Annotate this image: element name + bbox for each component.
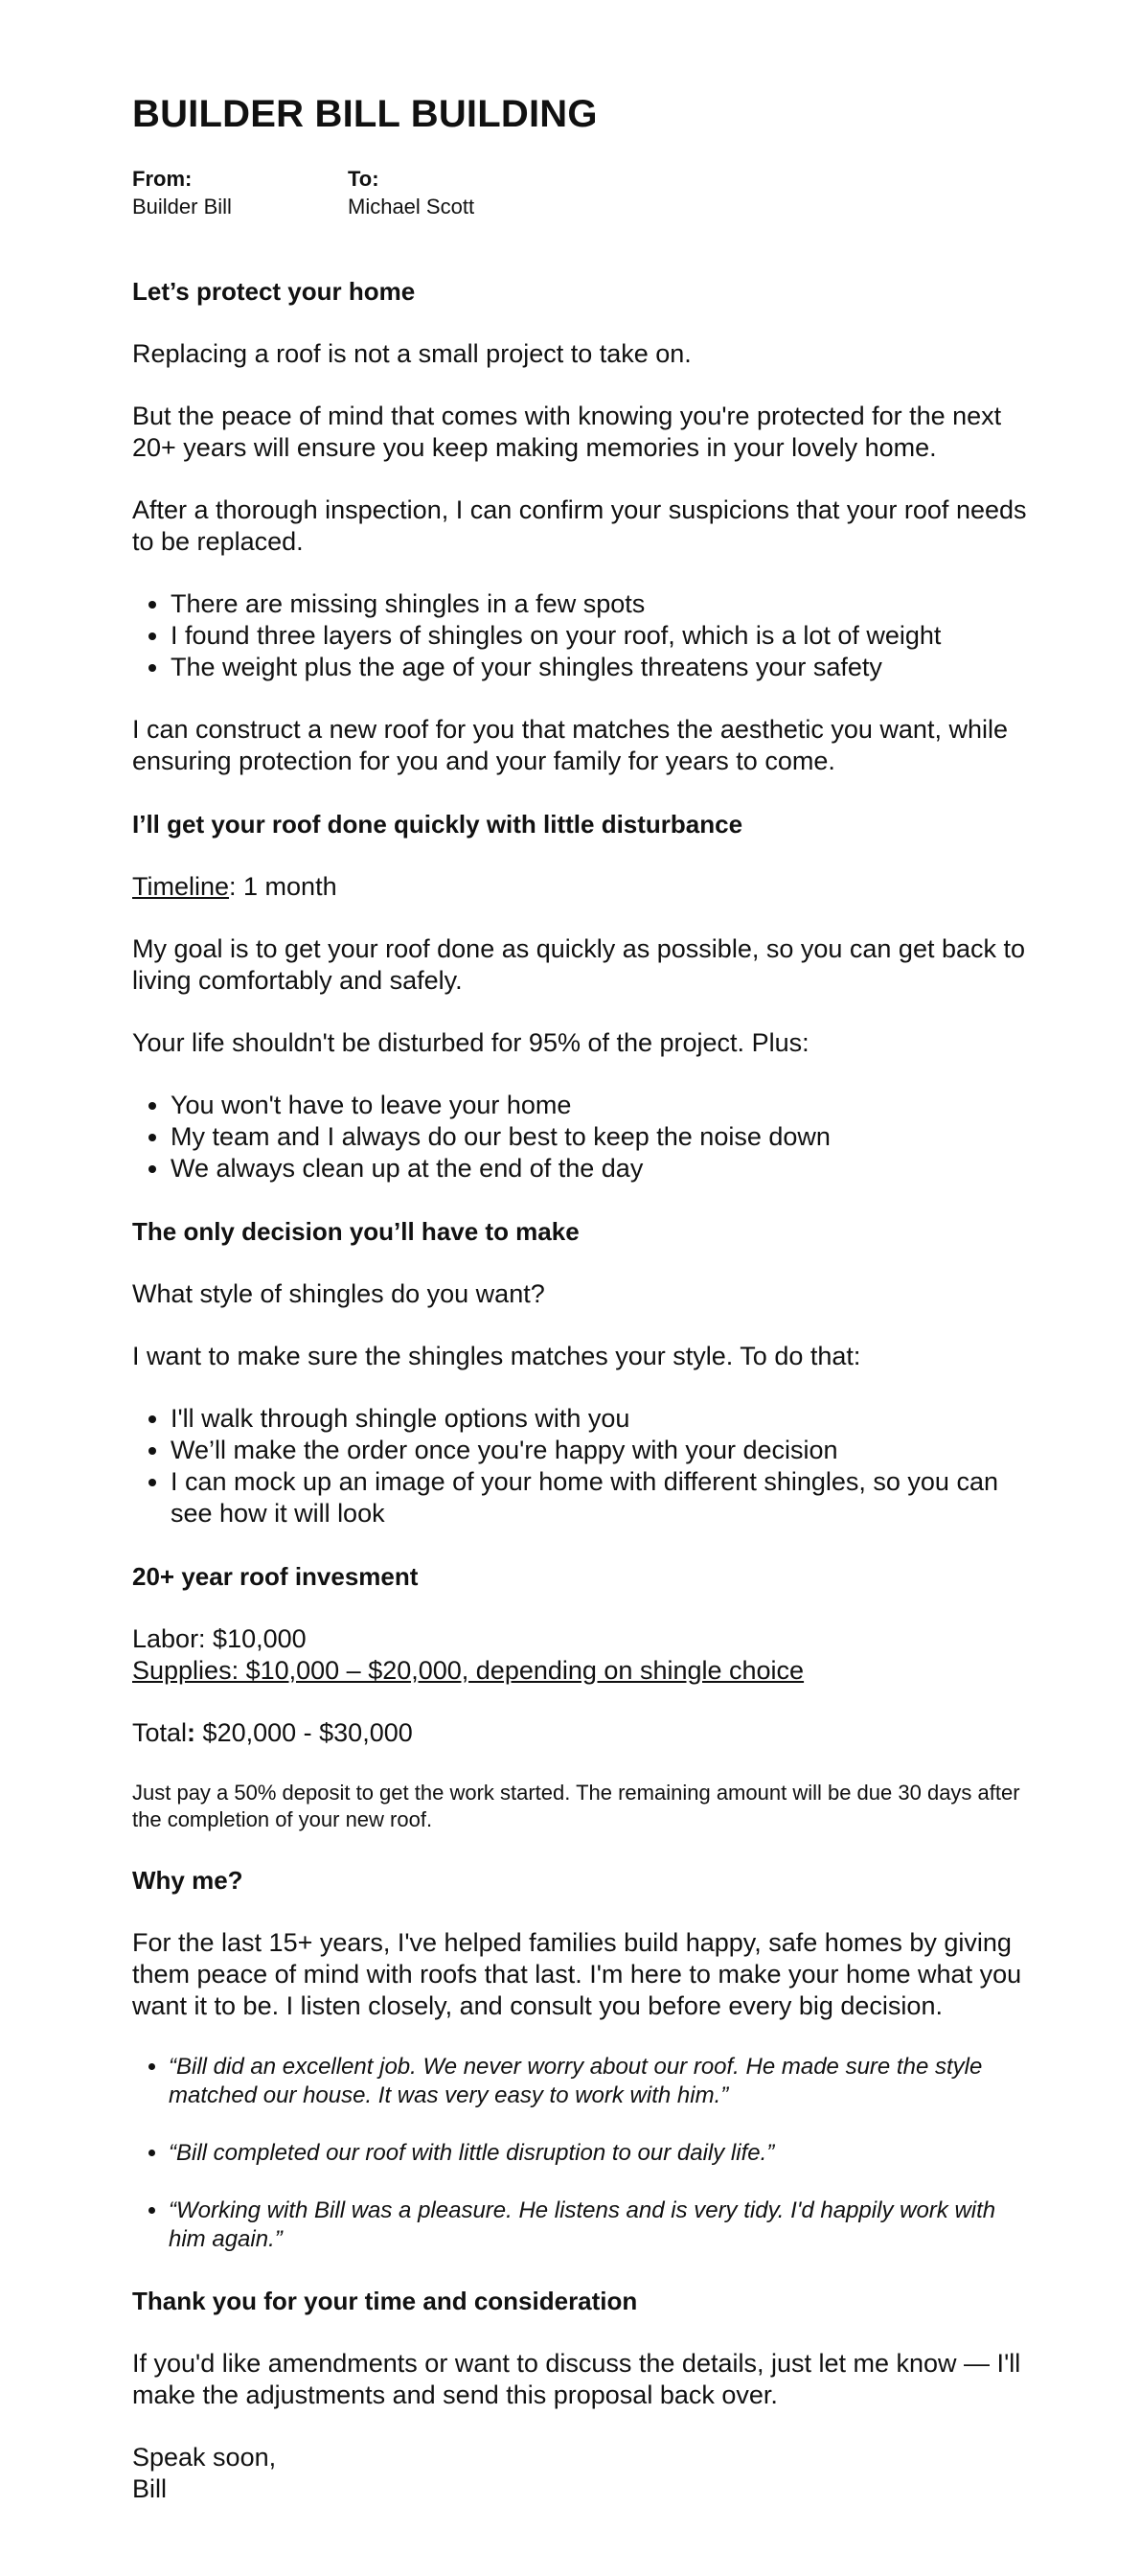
list-item: • I found three layers of shingles on your roof, which is a lot of weight bbox=[171, 620, 1033, 652]
paragraph: Your life shouldn't be disturbed for 95% of the project. Plus: bbox=[132, 1028, 809, 1057]
labor-cost: Labor: $10,000 bbox=[132, 1624, 307, 1653]
timeline-line bbox=[132, 871, 1033, 903]
total-cost bbox=[132, 1717, 1033, 1749]
sender-recipient-block bbox=[132, 165, 1033, 220]
testimonial-item: • “Working with Bill was a pleasure. He listens and is very tidy. I'd happily work with him again.” bbox=[169, 2196, 1033, 2254]
section-heading-thank-you: Thank you for your time and consideration bbox=[132, 2287, 638, 2315]
to-value: Michael Scott bbox=[348, 195, 475, 218]
timeline-value: : 1 month bbox=[229, 872, 337, 901]
to-label: To: bbox=[348, 167, 379, 191]
testimonials-list bbox=[132, 2053, 1033, 2254]
paragraph: After a thorough inspection, I can confirm your suspicions that your roof needs to be replaced. bbox=[132, 495, 1027, 556]
list-item: • We’ll make the order once you're happy with your decision bbox=[171, 1435, 1033, 1466]
deposit-note: Just pay a 50% deposit to get the work started. The remaining amount will be due 30 days after the completion of your new roof. bbox=[132, 1781, 1020, 1831]
paragraph: I can construct a new roof for you that matches the aesthetic you want, while ensuring protection for you and your family for years to come. bbox=[132, 715, 1008, 775]
company-title: BUILDER BILL BUILDING bbox=[132, 93, 598, 135]
section-heading-investment: 20+ year roof invesment bbox=[132, 1562, 419, 1591]
paragraph: I want to make sure the shingles matches your style. To do that: bbox=[132, 1342, 861, 1370]
from-block bbox=[132, 165, 348, 220]
paragraph: But the peace of mind that comes with knowing you're protected for the next 20+ years will ensure you keep making memories in your lovely home. bbox=[132, 402, 1002, 462]
total-value: $20,000 - $30,000 bbox=[195, 1718, 413, 1747]
proposal-document bbox=[132, 92, 1033, 2505]
total-colon: : bbox=[187, 1718, 196, 1747]
disturbance-list bbox=[132, 1090, 1033, 1184]
from-label: From: bbox=[132, 167, 193, 191]
testimonial-item: • “Bill completed our roof with little disruption to our daily life.” bbox=[169, 2139, 1033, 2168]
list-item: • I can mock up an image of your home with different shingles, so you can see how it will look bbox=[171, 1466, 1033, 1530]
timeline-label: Timeline bbox=[132, 872, 230, 901]
list-item: • You won't have to leave your home bbox=[171, 1090, 1033, 1121]
supplies-cost: Supplies: $10,000 – $20,000, depending on shingle choice bbox=[132, 1656, 805, 1685]
list-item: • The weight plus the age of your shingles threatens your safety bbox=[171, 652, 1033, 683]
list-item: • There are missing shingles in a few spots bbox=[171, 588, 1033, 620]
section-heading-timeline: I’ll get your roof done quickly with little disturbance bbox=[132, 810, 743, 839]
paragraph: My goal is to get your roof done as quickly as possible, so you can get back to living comfortably and safely. bbox=[132, 934, 1026, 995]
paragraph: If you'd like amendments or want to discuss the details, just let me know — I'll make the adjustments and send this proposal back over. bbox=[132, 2349, 1021, 2409]
testimonial-item: • “Bill did an excellent job. We never worry about our roof. He made sure the style matched our house. It was very easy to work with him.” bbox=[169, 2053, 1033, 2110]
signoff: Speak soon, bbox=[132, 2443, 277, 2472]
list-item: • My team and I always do our best to keep the noise down bbox=[171, 1121, 1033, 1153]
paragraph: Replacing a roof is not a small project to take on. bbox=[132, 339, 692, 368]
section-heading-why-me: Why me? bbox=[132, 1866, 243, 1895]
section-heading-decision: The only decision you’ll have to make bbox=[132, 1217, 580, 1246]
signature-name: Bill bbox=[132, 2474, 168, 2503]
list-item: • I'll walk through shingle options with you bbox=[171, 1403, 1033, 1435]
shingle-steps-list bbox=[132, 1403, 1033, 1530]
inspection-findings-list bbox=[132, 588, 1033, 683]
from-value: Builder Bill bbox=[132, 195, 232, 218]
section-heading-protect-home: Let’s protect your home bbox=[132, 277, 416, 306]
list-item: • We always clean up at the end of the day bbox=[171, 1153, 1033, 1184]
to-block bbox=[348, 165, 474, 220]
total-label: Total bbox=[132, 1718, 188, 1747]
paragraph: What style of shingles do you want? bbox=[132, 1279, 545, 1308]
paragraph: For the last 15+ years, I've helped families build happy, safe homes by giving them peace of mind with roofs that last. I'm here to make your home what you want it to be. I listen closely, and consult you before every big decision. bbox=[132, 1928, 1022, 2020]
